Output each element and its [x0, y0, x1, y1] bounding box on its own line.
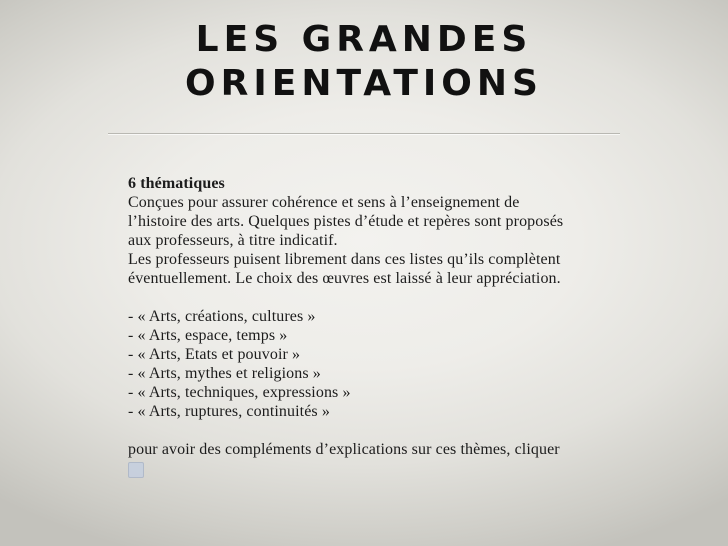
spacer	[128, 288, 648, 307]
theme-item: - « Arts, techniques, expressions »	[128, 384, 351, 401]
slide-body	[128, 174, 648, 483]
paragraph-2-line-1: Les professeurs puisent librement dans ces listes qu’ils complètent	[128, 251, 561, 268]
paragraph-2-line-2: éventuellement. Le choix des œuvres est laissé à leur appréciation.	[128, 270, 561, 287]
section-heading: 6 thématiques	[128, 175, 225, 192]
theme-item: - « Arts, Etats et pouvoir »	[128, 346, 301, 363]
paragraph-1-line-1: Conçues pour assurer cohérence et sens à l’enseignement de	[128, 194, 520, 211]
slide-title	[140, 18, 588, 106]
theme-item: - « Arts, ruptures, continuités »	[128, 403, 330, 420]
link-icon[interactable]	[128, 462, 144, 478]
slide-title-line-1: LES GRANDES	[195, 19, 533, 60]
slide-title-line-2: ORIENTATIONS	[185, 63, 543, 104]
title-divider	[108, 133, 620, 134]
paragraph-1-line-2: l’histoire des arts. Quelques pistes d’étude et repères sont proposés	[128, 213, 564, 230]
themes-list	[128, 307, 648, 421]
theme-item: - « Arts, mythes et religions »	[128, 365, 321, 382]
spacer	[128, 421, 648, 440]
paragraph-1-line-3: aux professeurs, à titre indicatif.	[128, 232, 338, 249]
theme-item: - « Arts, créations, cultures »	[128, 308, 316, 325]
footer-text: pour avoir des compléments d’explications sur ces thèmes, cliquer	[128, 441, 560, 458]
theme-item: - « Arts, espace, temps »	[128, 327, 288, 344]
